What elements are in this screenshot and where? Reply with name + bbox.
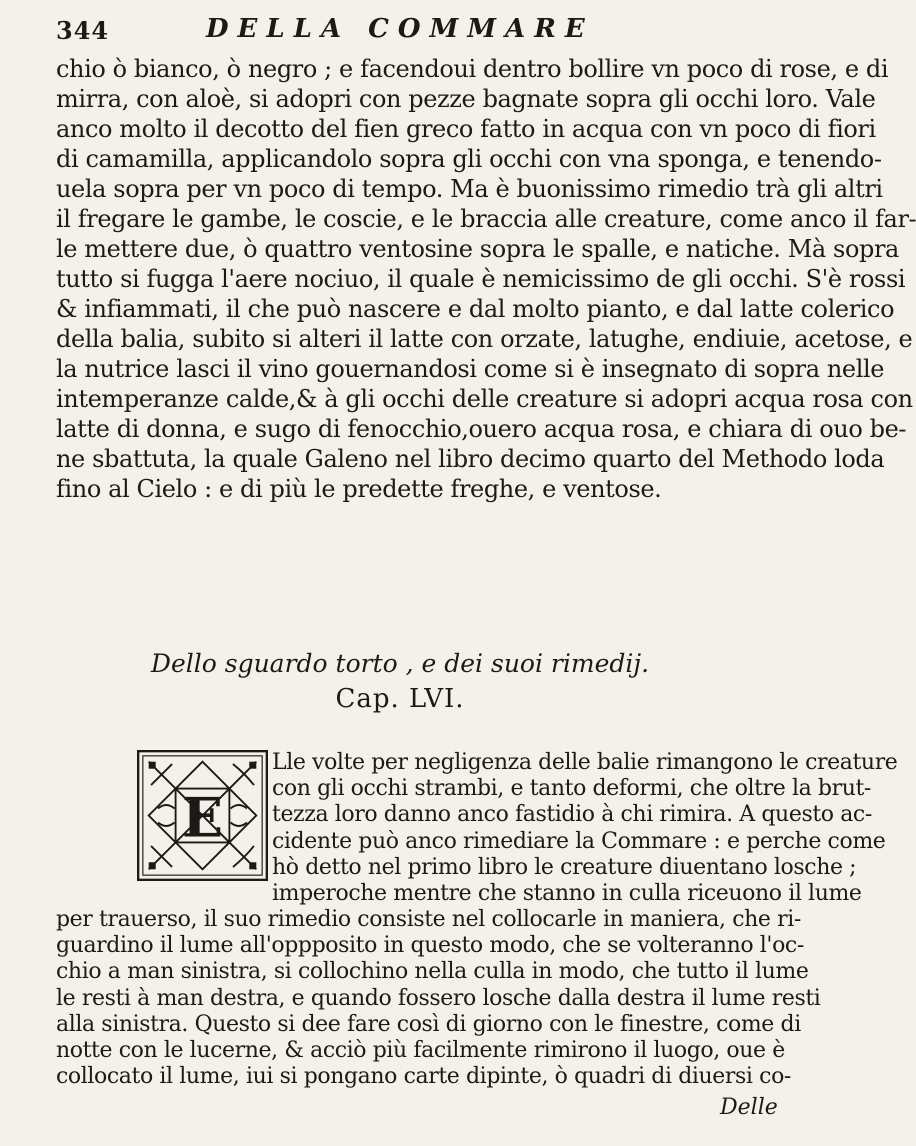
- text-line: tezza loro danno anco fastidio à chi rimira. A questo ac-: [272, 802, 872, 827]
- text-line: collocato il lume, iui si pongano carte dipinte, ò quadri di diuersi co-: [56, 1064, 791, 1089]
- text-line: notte con le lucerne, & acciò più facilmente rimirono il luogo, oue è: [56, 1038, 785, 1063]
- text-line: per trauerso, il suo rimedio consiste nel collocarle in maniera, che ri-: [56, 907, 801, 932]
- text-line: imperoche mentre che stanno in culla riceuono il lume: [272, 881, 862, 906]
- text-line: con gli occhi strambi, e tanto deformi, che oltre la brut-: [272, 776, 871, 801]
- running-head: DELLA COMMARE: [206, 14, 594, 44]
- text-line: latte di donna, e sugo di fenocchio,ouero acqua rosa, e chiara di ouo be-: [56, 415, 907, 443]
- svg-text:E: E: [181, 785, 224, 850]
- text-line: guardino il lume all'oppposito in questo modo, che se volteranno l'oc-: [56, 933, 804, 958]
- text-line: Lle volte per negligenza delle balie rimangono le creature: [272, 750, 898, 775]
- text-line: ne sbattuta, la quale Galeno nel libro decimo quarto del Methodo loda: [56, 445, 885, 473]
- catchword: Delle: [720, 1095, 778, 1120]
- text-line: tutto si fugga l'aere nociuo, il quale è nemicissimo de gli occhi. S'è rossi: [56, 265, 906, 293]
- text-line: intemperanze calde,& à gli occhi delle creature si adopri acqua rosa con: [56, 385, 913, 413]
- page-header: [56, 12, 776, 48]
- text-line: mirra, con aloè, si adopri con pezze bagnate sopra gli occhi loro. Vale: [56, 85, 876, 113]
- text-line: le resti à man destra, e quando fossero losche dalla destra il lume resti: [56, 986, 821, 1011]
- text-line: hò detto nel primo libro le creature diuentano losche ;: [272, 855, 857, 880]
- chapter-title: Dello sguardo torto , e dei suoi rimedij.: [150, 649, 650, 678]
- text-line: cidente può anco rimediare la Commare : e perche come: [272, 829, 886, 854]
- text-line: chio a man sinistra, si collochino nella culla in modo, che tutto il lume: [56, 959, 809, 984]
- chapter-number: Cap. LVI.: [335, 684, 465, 714]
- text-line: di camamilla, applicandolo sopra gli occhi con vna sponga, e tenendo-: [56, 145, 882, 173]
- text-line: della balia, subito si alteri il latte con orzate, latughe, endiuie, acetose, e: [56, 325, 913, 353]
- decorated-initial: [137, 750, 268, 881]
- text-line: la nutrice lasci il vino gouernandosi come si è insegnato di sopra nelle: [56, 355, 885, 383]
- text-line: fino al Cielo : e di più le predette freghe, e ventose.: [56, 475, 662, 503]
- text-line: il fregare le gambe, le coscie, e le braccia alle creature, come anco il far-: [56, 205, 916, 233]
- text-line: & infiammati, il che può nascere e dal molto pianto, e dal latte colerico: [56, 295, 895, 323]
- text-line: le mettere due, ò quattro ventosine sopra le spalle, e natiche. Mà sopra: [56, 235, 899, 263]
- text-line: anco molto il decotto del fien greco fatto in acqua con vn poco di fiori: [56, 115, 876, 143]
- text-line: uela sopra per vn poco di tempo. Ma è buonissimo rimedio trà gli altri: [56, 175, 883, 203]
- text-line: chio ò bianco, ò negro ; e facendoui dentro bollire vn poco di rose, e di: [56, 55, 889, 83]
- page-number: 344: [56, 16, 110, 45]
- text-line: alla sinistra. Questo si dee fare così di giorno con le finestre, come di: [56, 1012, 801, 1037]
